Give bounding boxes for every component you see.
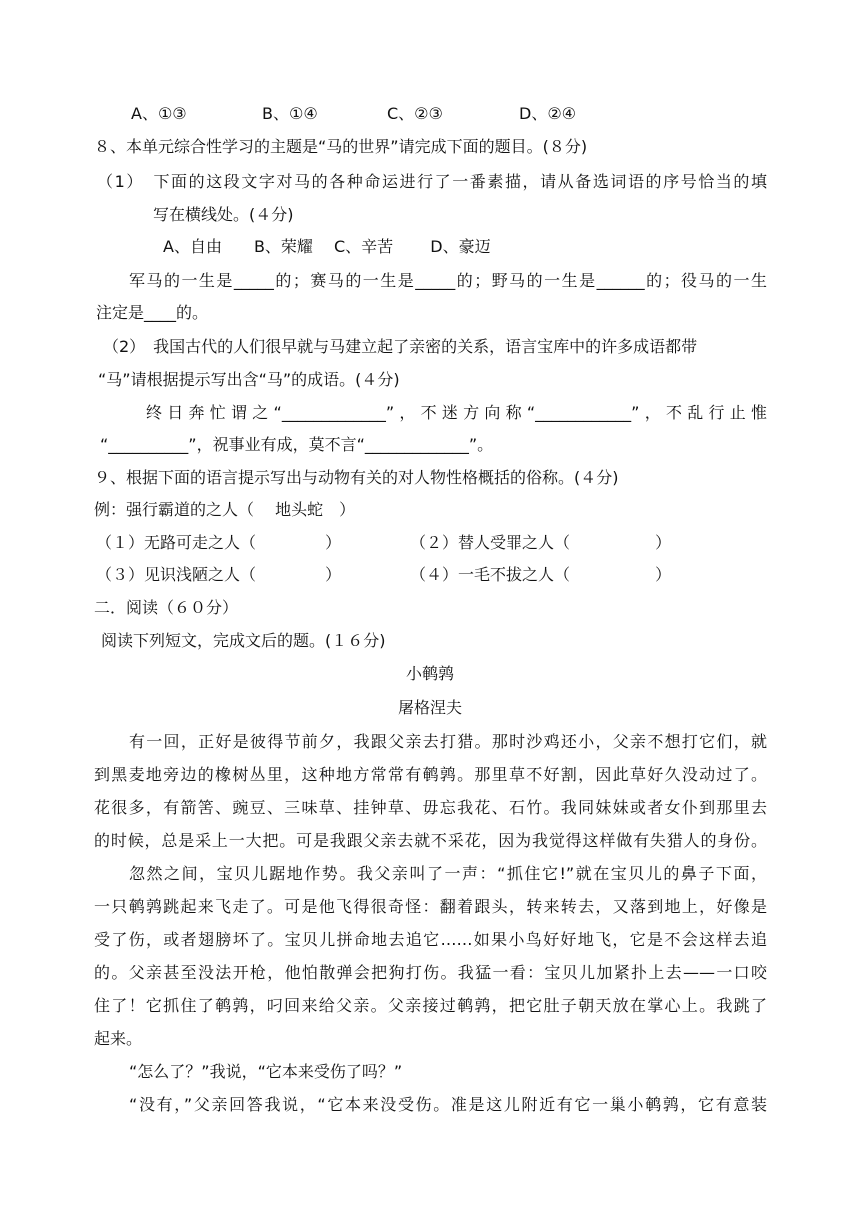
article-line: 受了伤，或者翅膀坏了。宝贝儿拼命地去追它……如果小鸟好好地飞，它是不会这样去追 [94,930,767,949]
q8-part1-text1: 军马的一生是_____的；赛马的一生是_____的；野马的一生是______的；役马的一生 [129,271,767,290]
article-line: 有一回，正好是彼得节前夕，我跟父亲去打猎。那时沙鸡还小，父亲不想打它们，就 [129,732,767,751]
article-line: 的。父亲甚至没法开枪，他怕散弹会把狗打伤。我猛一看：宝贝儿加紧扑上去——一口咬 [94,963,767,982]
article-line: 忽然之间，宝贝儿踞地作势。我父亲叫了一声：“抓住它!”就在宝贝儿的鼻子下面， [129,864,767,883]
q7-options [0,103,860,125]
article-line: “没有，”父亲回答我说，“它本来没受伤。准是这儿附近有它一巢小鹌鹑，它有意装 [129,1095,767,1114]
q7-option-c: C、②③ [387,104,443,123]
q9-item-2: （２）替人受罪之人（ ） [410,533,672,552]
q7-option-a: A、①③ [131,104,187,123]
q9-item-4: （４）一毛不拔之人（ ） [410,565,672,584]
q8-part2-text1: 终日奔忙谓之“_____________”，不迷方向称“____________”，不乱行止惟 [146,403,767,422]
section2-instruction: 阅读下列短文，完成文后的题。(１６分) [101,631,386,650]
article-author: 屠格涅夫 [397,698,462,717]
q8-part1-line1: （1） 下面的这段文字对马的各种命运进行了一番素描，请从备选词语的序号恰当的填 [97,172,767,191]
q8-part2-text2: “__________”，祝事业有成，莫不言“_____________”。 [100,435,494,454]
q8-part2-line1: （2） 我国古代的人们很早就与马建立起了亲密的关系，语言宝库中的许多成语都带 [103,337,698,356]
q8-header: ８、本单元综合性学习的主题是“马的世界”请完成下面的题目。(８分) [94,137,588,156]
article-line: 到黑麦地旁边的橡树丛里，这种地方常常有鹌鹑。那里草不好割，因此草好久没动过了。 [94,765,767,784]
q9-item-3: （３）见识浅陋之人（ ） [96,565,342,584]
section2-header: 二．阅读（６０分） [94,598,239,617]
q9-header: ９、根据下面的语言提示写出与动物有关的对人物性格概括的俗称。(４分) [94,468,619,487]
q8-part1-choices: A、自由 B、荣耀 C、辛苦 D、豪迈 [163,237,491,256]
article-line: “怎么了？”我说，“它本来受伤了吗？” [129,1062,403,1081]
article-line: 花很多，有箭筈、豌豆、三味草、挂钟草、毋忘我花、石竹。我同妹妹或者女仆到那里去 [94,798,767,817]
q7-option-d: D、②④ [519,104,577,123]
q7-option-b: B、①④ [262,104,318,123]
q8-part2-line2: “马”请根据提示写出含“马”的成语。(４分) [98,370,400,389]
q9-item-1: （１）无路可走之人（ ） [96,533,342,552]
article-line: 住了！它抓住了鹌鹑，叼回来给父亲。父亲接过鹌鹑，把它肚子朝天放在掌心上。我跳了 [94,996,767,1015]
article-title: 小鹌鹑 [405,664,454,683]
article-line: 的时候，总是采上一大把。可是我跟父亲去就不采花，因为我觉得这样做有失猎人的身份。 [94,831,767,850]
article-line: 起来。 [94,1029,143,1048]
q8-part1-text2: 注定是____的。 [96,303,209,322]
q9-example: 例：强行霸道的之人（ 地头蛇 ） [94,500,356,519]
article-line: 一只鹌鹑跳起来飞走了。可是他飞得很奇怪：翻着跟头，转来转去，又落到地上，好像是 [94,897,767,916]
q8-part1-line2: 写在横线处。(４分) [153,205,294,224]
